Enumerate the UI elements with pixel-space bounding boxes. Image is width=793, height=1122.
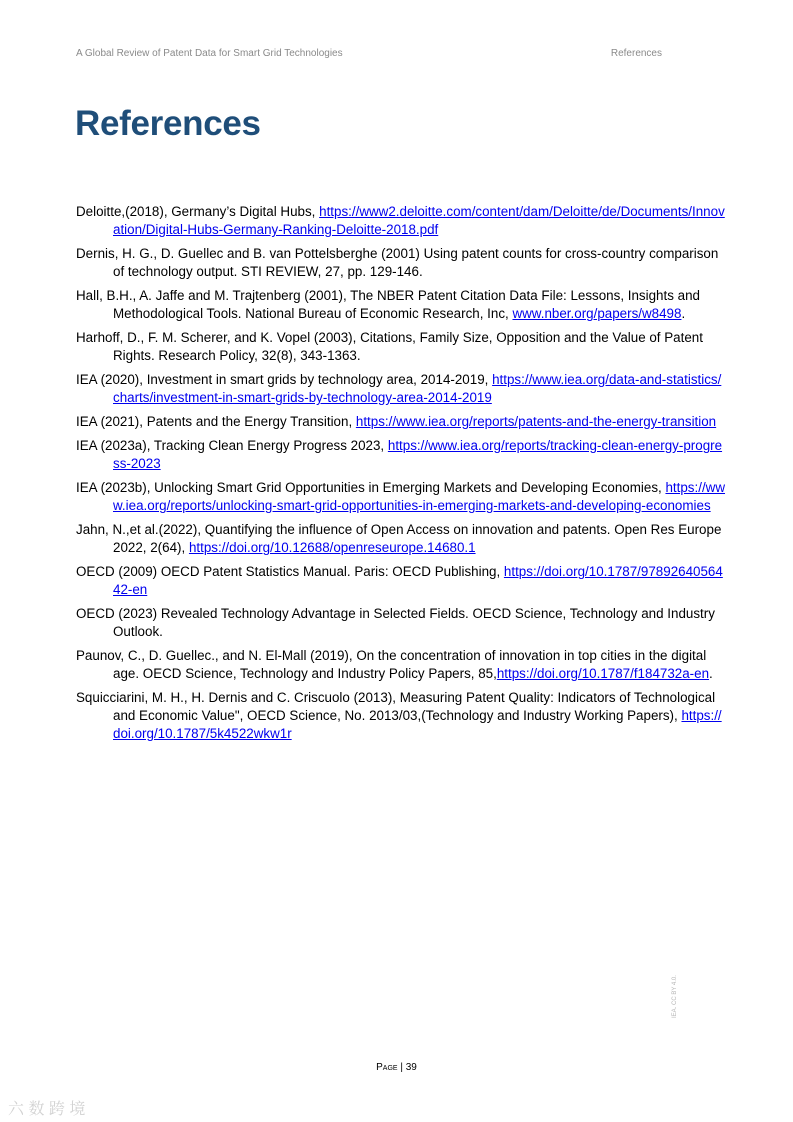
- reference-item: [76, 287, 726, 323]
- page-label: Page: [376, 1062, 398, 1073]
- reference-item: [76, 329, 726, 365]
- reference-link[interactable]: https://doi.org/10.12688/openreseurope.14680.1: [188, 540, 476, 555]
- page-separator: |: [397, 1062, 406, 1073]
- page-footer: [0, 1062, 793, 1073]
- reference-link[interactable]: https://doi.org/10.1787/5k4522wkw1r: [113, 708, 722, 741]
- reference-item: [76, 605, 726, 641]
- reference-item: [76, 371, 726, 407]
- reference-item: [76, 563, 726, 599]
- reference-item: [76, 203, 726, 239]
- watermark-logo: 六 数 跨 境: [8, 1101, 86, 1118]
- reference-text: Deloitte,(2018), Germany’s Digital Hubs,: [76, 204, 320, 219]
- reference-text: Paunov, C., D. Guellec., and N. El-Mall (2019), On the concentration of innovation in top cities in the digital age. OECD Science, Technology and Industry Policy Papers, 85,: [76, 648, 707, 681]
- reference-text: OECD (2023) Revealed Technology Advantage in Selected Fields. OECD Science, Technology and Industry Outlook.: [76, 606, 715, 639]
- license-note: IEA. CC BY 4.0.: [672, 975, 678, 1018]
- reference-link[interactable]: https://doi.org/10.1787/9789264056442-en: [113, 564, 723, 597]
- reference-list: [76, 203, 726, 749]
- reference-item: [76, 647, 726, 683]
- header-document-title: A Global Review of Patent Data for Smart Grid Technologies: [76, 48, 343, 59]
- reference-text: IEA (2021), Patents and the Energy Transition,: [76, 414, 356, 429]
- reference-link[interactable]: https://www.iea.org/reports/patents-and-the-energy-transition: [355, 414, 717, 429]
- reference-trailing-punctuation: .: [709, 666, 713, 681]
- reference-text: Harhoff, D., F. M. Scherer, and K. Vopel (2003), Citations, Family Size, Opposition and the Value of Patent Rights. Research Policy, 32(8), 343-1363.: [76, 330, 703, 363]
- reference-item: [76, 437, 726, 473]
- reference-link[interactable]: https://www2.deloitte.com/content/dam/Deloitte/de/Documents/Innovation/Digital-Hubs-Germany-Ranking-Deloitte-2018.pdf: [113, 204, 725, 237]
- reference-link[interactable]: https://www.iea.org/data-and-statistics/charts/investment-in-smart-grids-by-technology-area-2014-2019: [113, 372, 722, 405]
- page-number: 39: [405, 1062, 417, 1073]
- reference-trailing-punctuation: .: [681, 306, 686, 321]
- reference-link[interactable]: www.nber.org/papers/w8498: [512, 306, 682, 321]
- page-title: References: [75, 104, 261, 143]
- reference-text: IEA (2023a), Tracking Clean Energy Progress 2023,: [76, 438, 388, 453]
- reference-text: IEA (2020), Investment in smart grids by technology area, 2014-2019,: [76, 372, 493, 387]
- reference-item: [76, 413, 726, 431]
- reference-text: Jahn, N.,et al.(2022), Quantifying the influence of Open Access on innovation and patents. Open Res Europe 2022, 2(64),: [76, 522, 722, 555]
- reference-item: [76, 245, 726, 281]
- header-section-name: References: [610, 48, 662, 59]
- reference-text: Hall, B.H., A. Jaffe and M. Trajtenberg (2001), The NBER Patent Citation Data File: Lessons, Insights and Methodological Tools. National Bureau of Economic Research, Inc,: [76, 288, 700, 321]
- reference-link[interactable]: https://www.iea.org/reports/unlocking-smart-grid-opportunities-in-emerging-markets-and-developing-economies: [113, 480, 726, 513]
- reference-item: [76, 479, 726, 515]
- reference-item: [76, 689, 726, 743]
- reference-text: Squicciarini, M. H., H. Dernis and C. Criscuolo (2013), Measuring Patent Quality: Indicators of Technological and Economic Value", OECD Science, No. 2013/03,(Technology and Industry Working Papers),: [76, 690, 716, 723]
- reference-link[interactable]: https://doi.org/10.1787/f184732a-en: [496, 666, 710, 681]
- reference-item: [76, 521, 726, 557]
- reference-text: Dernis, H. G., D. Guellec and B. van Pottelsberghe (2001) Using patent counts for cross-country comparison of technology output. STI REVIEW, 27, pp. 129-146.: [76, 246, 719, 279]
- reference-text: IEA (2023b), Unlocking Smart Grid Opportunities in Emerging Markets and Developing Economies,: [76, 480, 666, 495]
- reference-text: OECD (2009) OECD Patent Statistics Manual. Paris: OECD Publishing,: [76, 564, 504, 579]
- reference-link[interactable]: https://www.iea.org/reports/tracking-clean-energy-progress-2023: [113, 438, 723, 471]
